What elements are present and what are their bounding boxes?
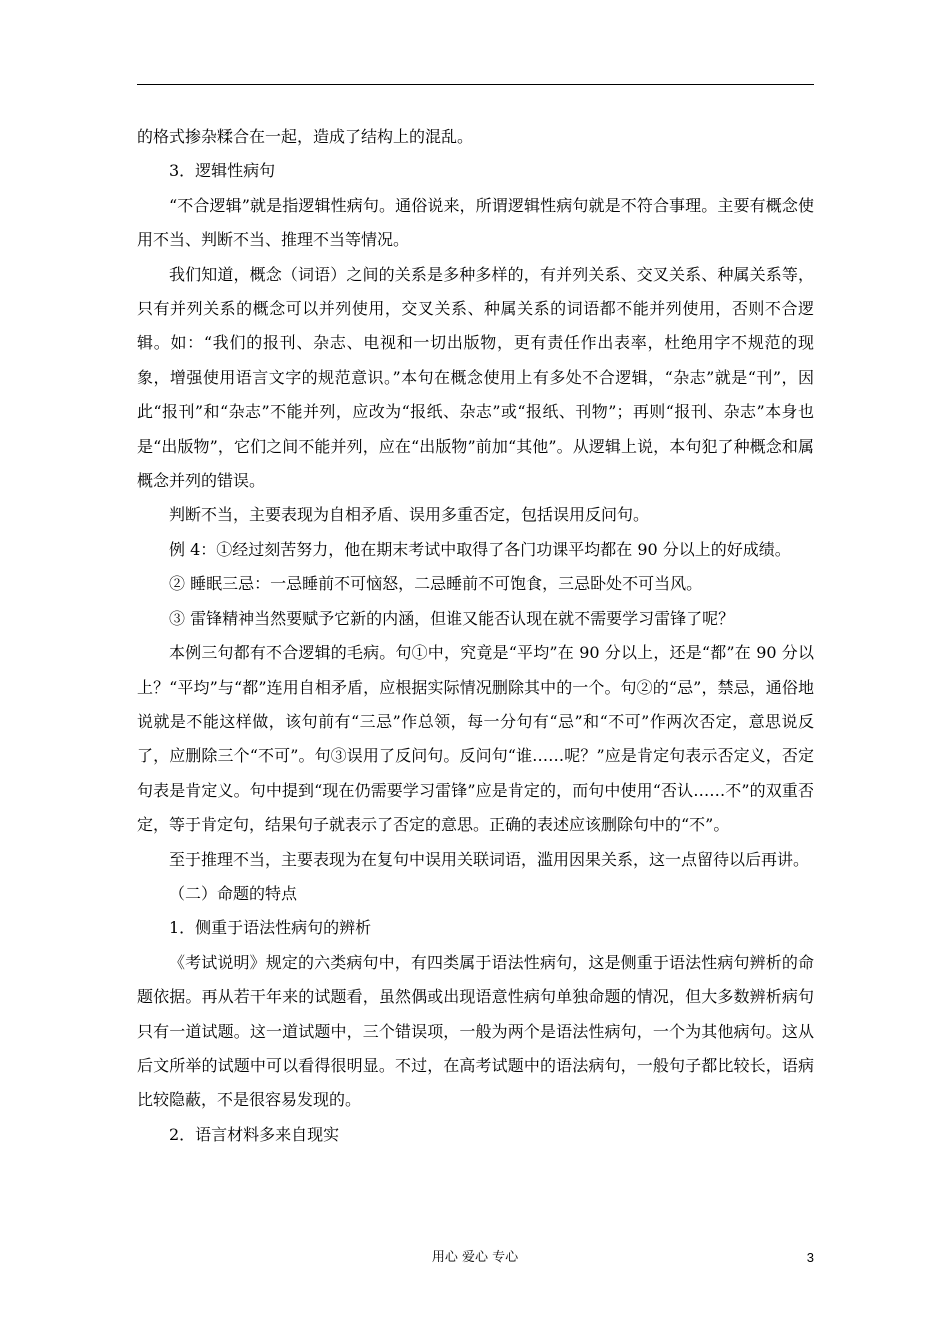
paragraph-grammar-focus: 《考试说明》规定的六类病句中，有四类属于语法性病句，这是侧重于语法性病句辨析的命题依据。再从若干年来的试题看，虽然偶或出现语意性病句单独命题的情况，但大多数辨析病句只有一道试题。这一道试题中，三个错误项，一般为两个是语法性病句，一个为其他病句。这从后文所举的试题中可以看得很明显。不过，在高考试题中的语法病句，一般句子都比较长，语病比较隐蔽，不是很容易发现的。 [137,952,814,1110]
footer-motto: 用心 爱心 专心 [431,1250,519,1265]
section-heading-question-features: （二）命题的特点 [169,883,298,903]
subheading-grammar-focus: 1．侧重于语法性病句的辨析 [169,918,372,938]
example-4-sentence-2: ② 睡眠三忌：一忌睡前不可恼怒，二忌睡前不可饱食，三忌卧处不可当风。 [169,574,703,594]
paragraph-concept-relations: 我们知道，概念（词语）之间的关系是多种多样的，有并列关系、交叉关系、种属关系等，只有并列关系的概念可以并列使用，交叉关系、种属关系的词语都不能并列使用，否则不合逻辑。如：“我们的报刊、杂志、电视和一切出版物，更有责任作出表率，杜绝用字不规范的现象，增强使用语言文字的规范意识。”本句在概念使用上有多处不合逻辑，“杂志”就是“刊”，因此“报刊”和“杂志”不能并列，应改为“报纸、杂志”或“报纸、刊物”；再则“报刊、杂志”本身也是“出版物”，它们之间不能并列，应在“出版物”前加“其他”。从逻辑上说，本句犯了种概念和属概念并列的错误。 [137,264,814,491]
paragraph-logic-definition: “不合逻辑”就是指逻辑性病句。通俗说来，所谓逻辑性病句就是不符合事理。主要有概念使用不当、判断不当、推理不当等情况。 [137,195,814,250]
subheading-real-language-material: 2．语言材料多来自现实 [169,1124,340,1144]
example-4-sentence-1: 例 4：①经过刻苦努力，他在期末考试中取得了各门功课平均都在 90 分以上的好成绩。 [169,539,791,559]
page-number: 3 [806,1250,814,1265]
example-4-sentence-3: ③ 雷锋精神当然要赋予它新的内涵，但谁又能否认现在就不需要学习雷锋了呢？ [169,608,735,628]
section-heading-logical-errors: 3．逻辑性病句 [169,161,276,181]
paragraph-judgment-errors: 判断不当，主要表现为自相矛盾、误用多重否定，包括误用反问句。 [169,505,650,525]
paragraph-reasoning-errors: 至于推理不当，主要表现为在复句中误用关联词语，滥用因果关系，这一点留待以后再讲。 [169,849,810,869]
paragraph-continuation: 的格式掺杂糅合在一起，造成了结构上的混乱。 [137,127,474,146]
paragraph-example-analysis: 本例三句都有不合逻辑的毛病。句①中，究竟是“平均”在 90 分以上，还是“都”在 90 分以上？“平均”与“都”连用自相矛盾，应根据实际情况删除其中的一个。句②的“忌”，禁忌，通俗地说就是不能这样做，该句前有“三忌”作总领，每一分句有“忌”和“不可”作两次否定，意思说反了，应删除三个“不可”。句③误用了反问句。反问句“谁……呢？”应是肯定句表示否定义，否定句表是肯定义。句中提到“现在仍需要学习雷锋”应是肯定的，而句中使用“否认……不”的双重否定，等于肯定句，结果句子就表示了否定的意思。正确的表述应该删除句中的“不”。 [137,643,814,835]
document-body [137,120,814,1152]
header-rule [137,84,814,85]
